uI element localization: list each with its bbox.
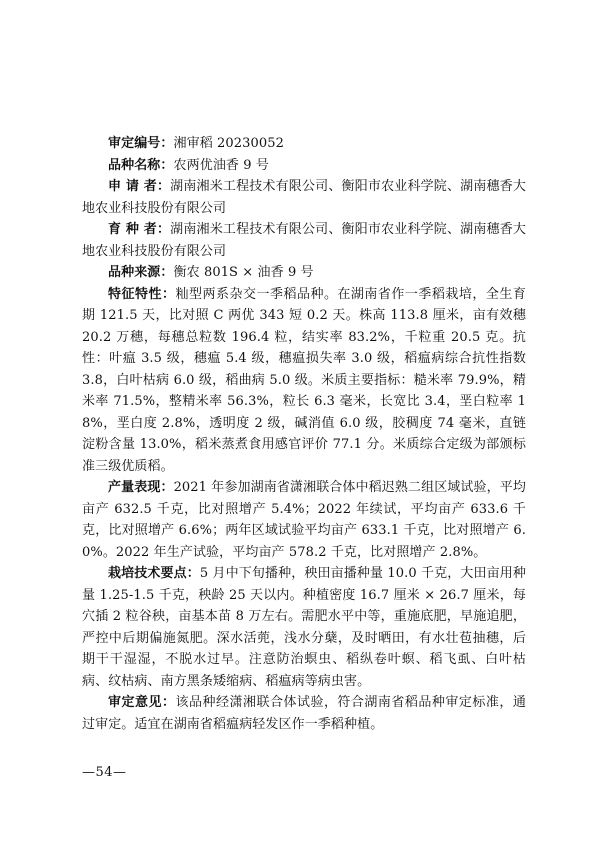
field-label: 申 请 者：	[108, 179, 171, 194]
field-label: 产量表现：	[108, 480, 174, 495]
field-label: 审定意见：	[108, 695, 176, 710]
field-label: 特征特性：	[108, 286, 176, 302]
yield-performance	[82, 477, 526, 563]
field-label: 栽培技术要点：	[108, 566, 200, 581]
field-value: 该品种经潇湘联合体试验，符合湖南省稻品种审定标准，通过审定。适宜在湖南省稻瘟病轻发区作一季稻种植。	[82, 695, 526, 732]
characteristics	[82, 284, 526, 478]
field-value: 籼型两系杂交一季稻品种。在湖南省作一季稻栽培，全生育期 121.5 天，比对照 C 两优 343 短 0.2 天。株高 113.8 厘米，亩有效穗 20.2 万穗，每穗总粒数 196.4 粒，结实率 83.2%，千粒重 20.5 克。抗性：叶瘟 3.5 级，穗瘟 5.4 级，穗瘟损失率 3.0 级，稻瘟病综合抗性指数 3.8，白叶枯病 6.0 级，稻曲病 5.0 级。米质主要指标：糙米率 79.9%，精米率 71.5%，整精米率 56.3%，粒长 6.3 毫米，长宽比 3.4，垩白粒率 18%，垩白度 2.8%，透明度 2 级，碱消值 6.0 级，胶稠度 74 毫米，直链淀粉含量 13.0%，稻米蒸煮食用感官评价 77.1 分。米质综合定级为部颁标准三级优质稻。	[82, 286, 526, 474]
field-value: 2021 年参加湖南省潇湘联合体中稻迟熟二组区域试验，平均亩产 632.5 千克，比对照增产 5.4%；2022 年续试，平均亩产 633.6 千克，比对照增产 6.6%；两年区域试验平均亩产 633.1 千克，比对照增产 6.0%。2022 年生产试验，平均亩产 578.2 千克，比对照增产 2.8%。	[82, 480, 526, 560]
field-value: 湖南湘米工程技术有限公司、衡阳市农业科学院、湖南穗香大地农业科技股份有限公司	[82, 222, 527, 259]
field-value: 农两优油香 9 号	[173, 157, 269, 173]
approval-number	[82, 133, 526, 155]
field-label: 育 种 者：	[108, 222, 171, 237]
field-label: 品种名称：	[108, 157, 174, 173]
field-label: 审定编号：	[108, 136, 174, 151]
field-value: 5 月中下旬播种，秧田亩播种量 10.0 千克，大田亩用种量 1.25-1.5 千克，秧龄 25 天以内。种植密度 16.7 厘米 × 26.7 厘米，每穴插 2 粒谷秧，亩基本苗 8 万左右。需肥水平中等，重施底肥，早施追肥，严控中后期偏施氮肥。深水活蔸，浅水分蘖，及时晒田，有水壮苞抽穗，后期干干湿湿，不脱水过早。注意防治螟虫、稻纵卷叶螟、稻飞虱、白叶枯病、纹枯病、南方黑条矮缩病、稻瘟病等病虫害。	[82, 566, 527, 689]
approval-opinion	[82, 692, 526, 735]
field-label: 品种来源：	[108, 265, 174, 280]
applicant	[82, 176, 526, 219]
cultivation-points	[82, 563, 526, 692]
variety-name	[82, 155, 526, 177]
breeder	[82, 219, 526, 262]
field-value: 湖南湘米工程技术有限公司、衡阳市农业科学院、湖南穗香大地农业科技股份有限公司	[82, 179, 527, 216]
field-value: 湘审稻 20230052	[173, 136, 285, 151]
page-number: —54—	[82, 765, 127, 780]
document-body	[82, 133, 526, 735]
variety-source	[82, 262, 526, 284]
field-value: 衡农 801S × 油香 9 号	[173, 265, 314, 280]
